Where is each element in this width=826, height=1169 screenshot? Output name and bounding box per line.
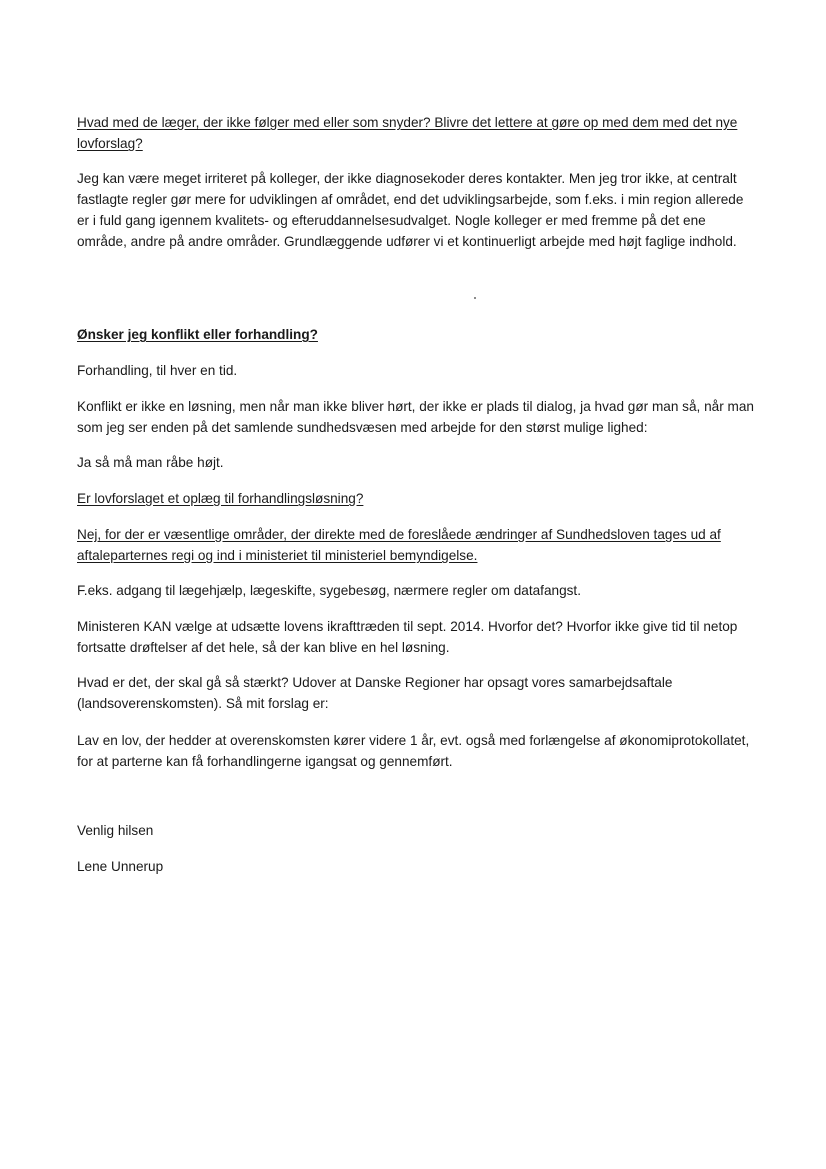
answer-examples: F.eks. adgang til lægehjælp, lægeskifte, sygebesøg, nærmere regler om datafangst. bbox=[77, 583, 581, 598]
answer-conflict: Konflikt er ikke en løsning, men når man ikke bliver hørt, der ikke er plads til dialog, ja hvad gør man så, når man som jeg ser enden på det samlende sundhedsvæsen med arbejde for den størst mulige lighed: bbox=[77, 399, 754, 435]
answer-diagnosis-codes: Jeg kan være meget irriteret på kolleger, der ikke diagnosekoder deres kontakter. Men jeg tror ikke, at centralt fastlagte regler gør mere for udviklingen af området, end det udviklingsarbejde, som f.eks. i min region allerede er i fuld gang igennem kvalitets- og efteruddannelsesudvalget. Nogle kolleger er med fremme på det ene område, andre på andre områder. Grundlæggende udfører vi et kontinuerligt arbejde med højt faglige indhold. bbox=[77, 171, 744, 249]
closing-greeting: Venlig hilsen bbox=[77, 823, 154, 838]
answer-minister-postpone: Ministeren KAN vælge at udsætte lovens ikrafttræden til sept. 2014. Hvorfor det? Hvorfor ikke give tid til netop fortsatte drøftelser af det hele, så der kan blive en hel løsning. bbox=[77, 619, 738, 655]
question-conflict-or-negotiation: Ønsker jeg konflikt eller forhandling? bbox=[77, 327, 318, 342]
signature-name: Lene Unnerup bbox=[77, 859, 164, 874]
answer-why-hurry: Hvad er det, der skal gå så stærkt? Udover at Danske Regioner har opsagt vores samarbejdsaftale (landsoverenskomsten). Så mit forslag er: bbox=[77, 675, 673, 711]
answer-proposal: Lav en lov, der hedder at overenskomsten kører videre 1 år, evt. også med forlængelse af økonomiprotokollatet, for at parterne kan få forhandlingerne igangsat og gennemført. bbox=[77, 733, 750, 769]
scan-speck bbox=[474, 297, 476, 299]
answer-negotiation: Forhandling, til hver en tid. bbox=[77, 363, 238, 378]
question-bill-negotiation: Er lovforslaget et oplæg til forhandlingsløsning? bbox=[77, 491, 364, 506]
answer-shout: Ja så må man råbe højt. bbox=[77, 455, 224, 470]
question-doctors-not-following: Hvad med de læger, der ikke følger med eller som snyder? Blivre det lettere at gøre op med dem med det nye lovforslag? bbox=[77, 115, 738, 151]
answer-no-ministerial: Nej, for der er væsentlige områder, der direkte med de foreslåede ændringer af Sundhedsloven tages ud af aftaleparternes regi og ind i ministeriet til ministeriel bemyndigelse. bbox=[77, 527, 721, 563]
